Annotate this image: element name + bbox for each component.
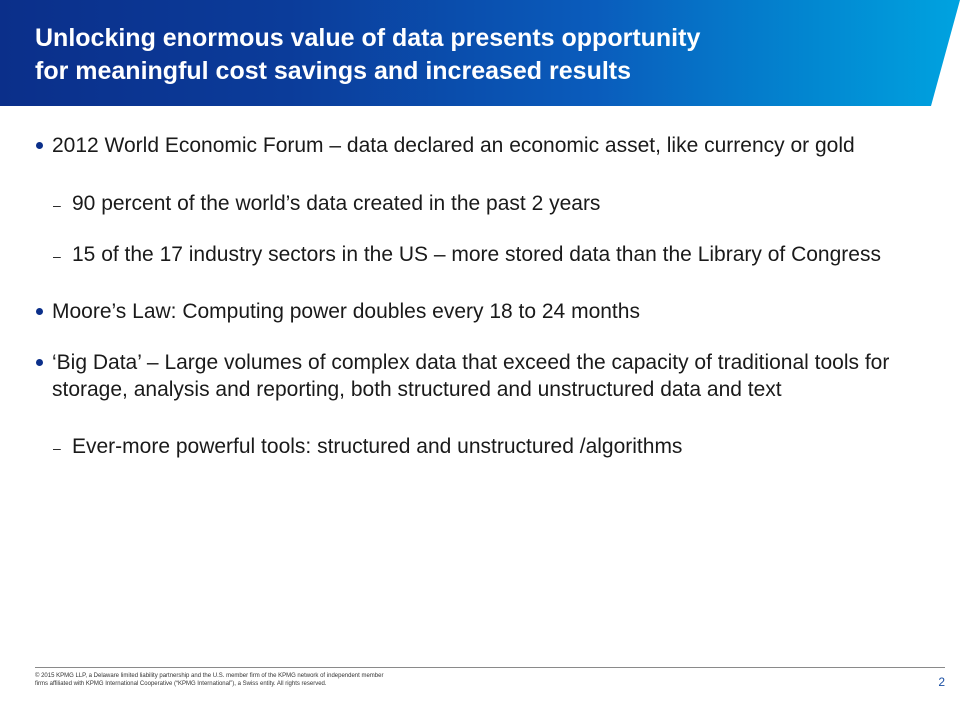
slide-title-line-2: for meaningful cost savings and increased results bbox=[35, 57, 632, 85]
sub-bullet-text: 15 of the 17 industry sectors in the US – more stored data than the Library of Congress bbox=[72, 243, 881, 266]
dash-icon: – bbox=[53, 440, 61, 456]
dash-icon: – bbox=[53, 197, 61, 213]
bullet-text: Moore’s Law: Computing power doubles every 18 to 24 months bbox=[52, 300, 640, 323]
bullet-dot-icon bbox=[36, 308, 43, 315]
footer-divider bbox=[35, 667, 945, 668]
bullet-list bbox=[35, 132, 915, 460]
sub-bullet-text: Ever-more powerful tools: structured and unstructured /algorithms bbox=[72, 435, 683, 458]
bullet-item bbox=[35, 349, 915, 403]
bullet-text: ‘Big Data’ – Large volumes of complex data that exceed the capacity of traditional tools for storage, analysis and reporting, both structured and unstructured data and text bbox=[52, 351, 890, 401]
sub-bullet-item bbox=[35, 433, 915, 460]
sub-bullet-item bbox=[35, 241, 915, 268]
dash-icon: – bbox=[53, 248, 61, 264]
slide-title bbox=[35, 22, 915, 88]
sub-bullet-item bbox=[35, 190, 915, 217]
page-number: 2 bbox=[938, 675, 945, 689]
bullet-text: 2012 World Economic Forum – data declared an economic asset, like currency or gold bbox=[52, 134, 855, 157]
copyright-notice: © 2015 KPMG LLP, a Delaware limited liability partnership and the U.S. member firm of the KPMG network of independent member firms affiliated with KPMG International Cooperative (“KPMG International”), a Swiss entity. All rights reserved. bbox=[35, 673, 384, 687]
sub-bullet-text: 90 percent of the world’s data created in the past 2 years bbox=[72, 192, 601, 215]
bullet-dot-icon bbox=[36, 359, 43, 366]
bullet-item bbox=[35, 132, 915, 159]
slide-title-line-1: Unlocking enormous value of data presents opportunity bbox=[35, 24, 701, 52]
bullet-item bbox=[35, 298, 915, 325]
bullet-dot-icon bbox=[36, 142, 43, 149]
